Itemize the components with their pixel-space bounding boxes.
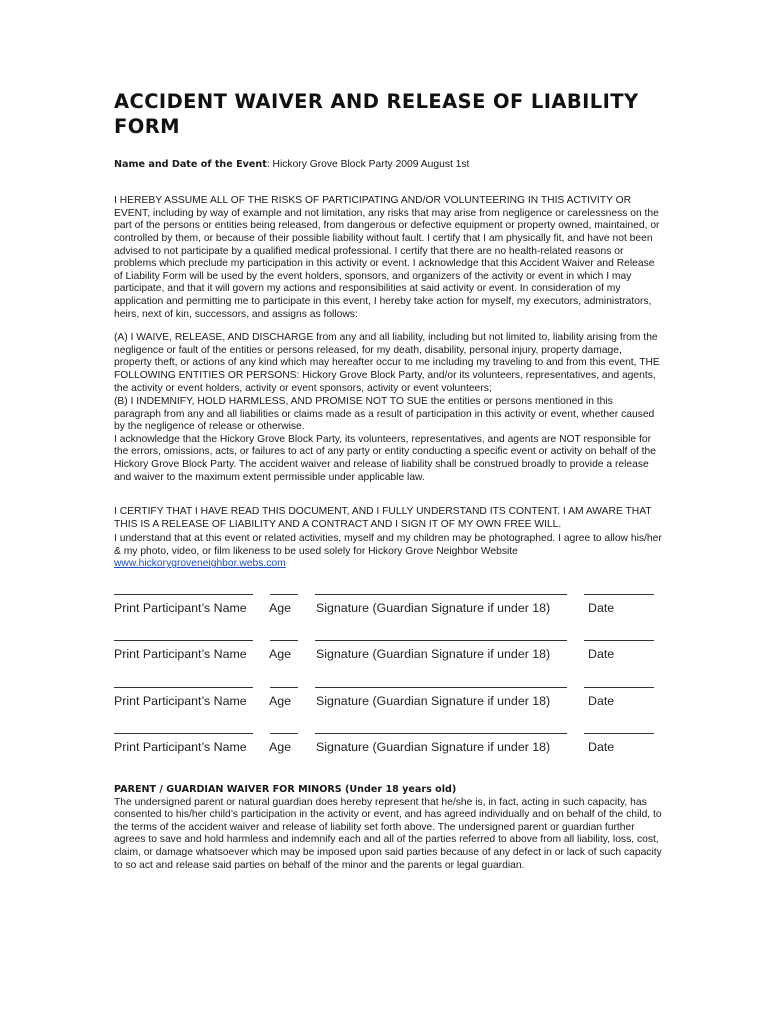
age-blank-line[interactable] [270,733,298,734]
signature-label: Signature (Guardian Signature if under 18) [316,601,551,615]
website-link[interactable]: www.hickorygroveneighbor.webs.com [114,558,286,570]
signature-label: Signature (Guardian Signature if under 18) [316,647,551,661]
name-blank-line[interactable] [114,594,253,595]
name-label: Print Participant’s Name [114,694,247,708]
signature-row [114,594,659,624]
acknowledge-paragraph: I acknowledge that the Hickory Grove Block Party, its volunteers, representatives, and agents are NOT responsible for the errors, omissions, acts, or failures to act of any party or entity conducting a specific event or activity on behalf of the Hickory Grove Block Party. The accident waiver and release of liability shall be construed broadly to provide a release and waiver to the maximum extent permissible under applicable law. [114,433,656,483]
event-label: Name and Date of the Event [114,159,267,170]
guardian-waiver-section [114,784,662,872]
age-blank-line[interactable] [270,594,298,595]
document-title: ACCIDENT WAIVER AND RELEASE OF LIABILITY FORM [114,90,639,138]
date-label: Date [588,647,615,661]
photo-consent-section [114,533,662,571]
guardian-waiver-title: PARENT / GUARDIAN WAIVER FOR MINORS (Under 18 years old) [114,784,457,795]
name-blank-line[interactable] [114,687,253,688]
signature-blank-line[interactable] [315,640,567,641]
age-label: Age [269,647,292,661]
signature-row [114,733,659,763]
signature-blank-line[interactable] [315,687,567,688]
age-label: Age [269,694,292,708]
date-label: Date [588,740,615,754]
signature-label: Signature (Guardian Signature if under 18) [316,740,551,754]
assume-risks-paragraph: I HEREBY ASSUME ALL OF THE RISKS OF PARTICIPATING AND/OR VOLUNTEERING IN THIS ACTIVITY OR EVENT, including by way of example and not limitation, any risks that may arise from negligence or carelessness on the part of the persons or entities being released, from dangerous or defective equipment or property owned, maintained, or controlled by them, or because of their possible liability without fault. I certify that I am physically fit, and have not been advised to not participate by a qualified medical professional. I certify that there are no health-related reasons or problems which preclude my participation in this activity or event. I acknowledge that this Accident Waiver and Release of Liability Form will be used by the event holders, sponsors, and organizers of the activity or event in which I may participate, and that it will govern my actions and responsibilities at said activity or event. In consideration of my application and permitting me to participate in this event, I hereby take action for myself, my executors, administrators, heirs, next of kin, successors, and assigns as follows: [114,195,660,320]
signature-row [114,640,659,670]
certify-paragraph: I CERTIFY THAT I HAVE READ THIS DOCUMENT, AND I FULLY UNDERSTAND ITS CONTENT. I AM AWARE THAT THIS IS A RELEASE OF LIABILITY AND A CONTRACT AND I SIGN IT OF MY OWN FREE WILL. [114,506,652,530]
date-label: Date [588,694,615,708]
guardian-waiver-text: The undersigned parent or natural guardian does hereby represent that he/she is, in fact, acting in such capacity, has consented to his/her child’s participation in the activity or event, and has agreed individually and on behalf of the child, to the terms of the accident waiver and release of liability set forth above. The undersigned parent or guardian further agrees to save and hold harmless and indemnify each and all of the parties referred to above from all liability, loss, cost, claim, or damage whatsoever which may be imposed upon said parties because of any defect in or lack of such capacity to so act and release said parties on behalf of the minor and the parents or legal guardian. [114,796,662,871]
age-label: Age [269,740,292,754]
signature-row [114,687,659,717]
age-blank-line[interactable] [270,687,298,688]
date-blank-line[interactable] [584,594,654,595]
name-label: Print Participant’s Name [114,647,247,661]
name-label: Print Participant’s Name [114,601,247,615]
waive-release-paragraph: (A) I WAIVE, RELEASE, AND DISCHARGE from any and all liability, including but not limited to, liability arising from the negligence or fault of the entities or persons released, for my death, disability, personal injury, property damage, property theft, or actions of any kind which may hereafter occur to me including my traveling to and from this event, THE FOLLOWING ENTITIES OR PERSONS: Hickory Grove Block Party, and/or its volunteers, representatives, and agents, the activity or event holders, activity or event sponsors, activity or event volunteers; [114,332,660,394]
signature-label: Signature (Guardian Signature if under 18) [316,694,551,708]
date-blank-line[interactable] [584,733,654,734]
indemnify-paragraph: (B) I INDEMNIFY, HOLD HARMLESS, AND PROMISE NOT TO SUE the entities or persons mentioned in this paragraph from any and all liabilities or claims made as a result of participation in this activity or event, whether caused by the negligence of release or otherwise. [114,396,655,433]
date-label: Date [588,601,615,615]
event-line [114,159,662,172]
name-blank-line[interactable] [114,733,253,734]
date-blank-line[interactable] [584,640,654,641]
name-label: Print Participant’s Name [114,740,247,754]
name-blank-line[interactable] [114,640,253,641]
event-value: : Hickory Grove Block Party 2009 August 1st [266,159,470,170]
photo-consent-paragraph: I understand that at this event or related activities, myself and my children may be photographed. I agree to allow his/her & my photo, video, or film likeness to be used solely for Hickory Grove Neighbor Website [114,533,662,557]
date-blank-line[interactable] [584,687,654,688]
signature-blank-line[interactable] [315,733,567,734]
indemnify-section [114,396,662,484]
age-label: Age [269,601,292,615]
signature-blank-line[interactable] [315,594,567,595]
age-blank-line[interactable] [270,640,298,641]
